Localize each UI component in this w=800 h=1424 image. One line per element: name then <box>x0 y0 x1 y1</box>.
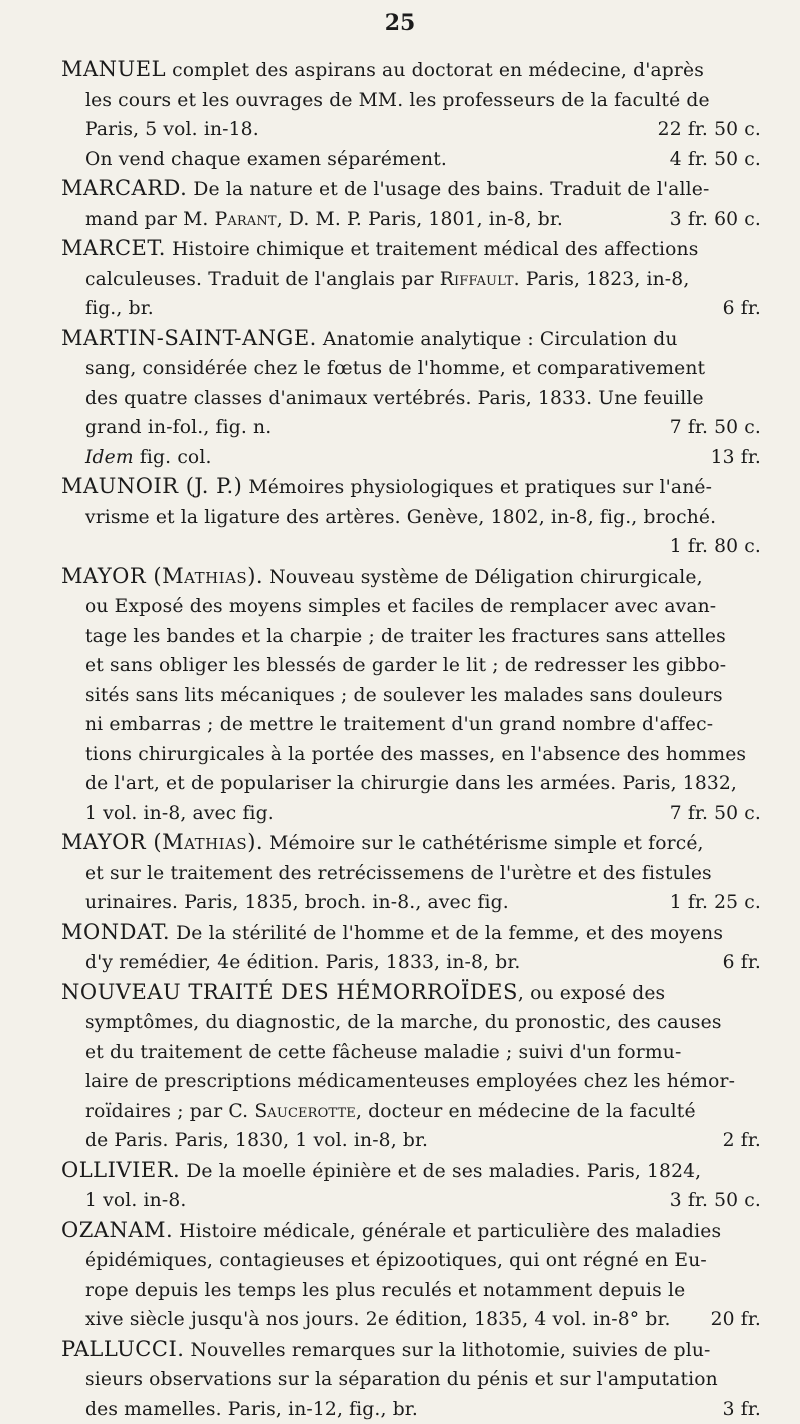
entry-pallucci: PALLUCCI. Nouvelles remarques sur la lithotomie, suivies de plu- sieurs observations sur la séparation du pénis et sur l'amputation des mamelles. Paris, in-12, fig., br. 3 fr. <box>61 1335 761 1424</box>
price: 13 fr. <box>711 443 761 473</box>
price: 3 fr. 50 c. <box>670 1186 761 1216</box>
entry-heading: MARTIN-SAINT-ANGE. <box>61 326 317 350</box>
entry-heading: MONDAT. <box>61 920 170 944</box>
entry-manuel: MANUEL complet des aspirans au doctorat en médecine, d'après les cours et les ouvrages de MM. les professeurs de la faculté de Paris, 5 vol. in-18. 22 fr. 50 c. On vend chaque examen séparément. 4 fr. 50 c. <box>61 55 761 174</box>
entry-maunoir: MAUNOIR (J. P.) Mémoires physiologiques et pratiques sur l'ané- vrisme et la ligature des artères. Genève, 1802, in-8, fig., broché. 1 fr. 80 c. <box>61 472 761 562</box>
price: 4 fr. 50 c. <box>670 145 761 175</box>
entry-martin-saint-ange: MARTIN-SAINT-ANGE. Anatomie analytique : Circulation du sang, considérée chez le fœtus de l'homme, et comparativement des quatre classes d'animaux vertébrés. Paris, 1833. Une feuille grand in-fol., fig. n. 7 fr. 50 c. Idem fig. col. 13 fr. <box>61 324 761 473</box>
entry-heading: MAYOR (Mathias). <box>61 830 263 854</box>
price: 7 fr. 50 c. <box>670 413 761 443</box>
price: 20 fr. <box>711 1305 761 1335</box>
catalogue-entries <box>61 55 761 1424</box>
price: 2 fr. <box>723 1126 761 1156</box>
entry-heading: NOUVEAU TRAITÉ DES HÉMORROÏDES <box>61 980 518 1004</box>
page-number: 25 <box>0 10 800 36</box>
price: 6 fr. <box>723 948 761 978</box>
entry-marcard: MARCARD. De la nature et de l'usage des bains. Traduit de l'alle- mand par M. Parant, D. M. P. Paris, 1801, in-8, br. 3 fr. 60 c. <box>61 174 761 234</box>
entry-mondat: MONDAT. De la stérilité de l'homme et de la femme, et des moyens d'y remédier, 4e édition. Paris, 1833, in-8, br. 6 fr. <box>61 918 761 978</box>
price: 1 fr. 25 c. <box>670 888 761 918</box>
entry-heading: MAYOR (Mathias). <box>61 564 263 588</box>
price: 7 fr. 50 c. <box>670 799 761 829</box>
entry-heading: OZANAM. <box>61 1218 173 1242</box>
entry-heading: OLLIVIER. <box>61 1158 180 1182</box>
entry-mayor-deligation: MAYOR (Mathias). Nouveau système de Déligation chirurgicale, ou Exposé des moyens simples et faciles de remplacer avec avan- tage les bandes et la charpie ; de traiter les fractures sans attelles et sans obliger les blessés de garder le lit ; de redresser les gibbo- sités sans lits mécaniques ; de soulever les malades sans douleurs ni embarras ; de mettre le traitement d'un grand nombre d'affec- tions chirurgicales à la portée des masses, en l'absence des hommes de l'art, et de populariser la chirurgie dans les armées. Paris, 1832, 1 vol. in-8, avec fig. 7 fr. 50 c. <box>61 562 761 829</box>
price: 3 fr. 60 c. <box>670 205 761 235</box>
price: 3 fr. <box>723 1395 761 1424</box>
entry-heading: MANUEL <box>61 57 166 81</box>
price: 1 fr. 80 c. <box>670 536 761 557</box>
entry-mayor-catheterisme: MAYOR (Mathias). Mémoire sur le cathétérisme simple et forcé, et sur le traitement des retrécissemens de l'urètre et des fistules urinaires. Paris, 1835, broch. in-8., avec fig. 1 fr. 25 c. <box>61 828 761 918</box>
price: 6 fr. <box>723 294 761 324</box>
price: 22 fr. 50 c. <box>658 115 761 145</box>
entry-heading: MARCET. <box>61 236 166 260</box>
entry-ollivier: OLLIVIER. De la moelle épinière et de ses maladies. Paris, 1824, 1 vol. in-8. 3 fr. 50 c. <box>61 1156 761 1216</box>
entry-nouveau-traite: NOUVEAU TRAITÉ DES HÉMORROÏDES, ou exposé des symptômes, du diagnostic, de la marche, du pronostic, des causes et du traitement de cette fâcheuse maladie ; suivi d'un formu- laire de prescriptions médicamenteuses employées chez les hémor- roïdaires ; par C. Saucerotte, docteur en médecine de la faculté de Paris. Paris, 1830, 1 vol. in-8, br. 2 fr. <box>61 978 761 1156</box>
entry-heading: MARCARD. <box>61 176 187 200</box>
entry-marcet: MARCET. Histoire chimique et traitement médical des affections calculeuses. Traduit de l'anglais par Riffault. Paris, 1823, in-8, fig., br. 6 fr. <box>61 234 761 324</box>
entry-heading: MAUNOIR (J. P.) <box>61 474 242 498</box>
entry-ozanam: OZANAM. Histoire médicale, générale et particulière des maladies épidémiques, contagieuses et épizootiques, qui ont régné en Eu- rope depuis les temps les plus reculés et notamment depuis le xive siècle jusqu'à nos jours. 2e édition, 1835, 4 vol. in-8° br. 20 fr. <box>61 1216 761 1335</box>
entry-heading: PALLUCCI. <box>61 1337 184 1361</box>
